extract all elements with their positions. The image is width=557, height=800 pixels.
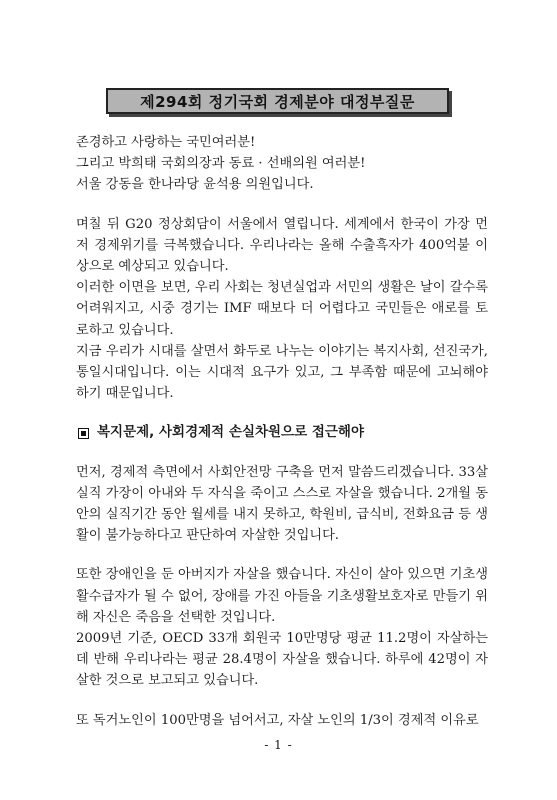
page-number: - 1 -: [264, 738, 293, 752]
body-paragraph: 또한 장애인을 둔 아버지가 자살을 했습니다. 자신이 살아 있으면 기초생활수급자가 될 수 없어, 장애를 가진 아들을 기초생활보호자로 만들기 위해 자신은 죽음을 선택한 것입니다.: [76, 567, 488, 625]
spacer: [76, 546, 488, 564]
section-heading-text: 복지문제, 사회경제적 손실차원으로 접근해야: [97, 424, 365, 441]
spacer: [76, 444, 488, 462]
greeting-line: 존경하고 사랑하는 국민여러분!: [76, 135, 256, 150]
section-heading: [76, 422, 488, 443]
spacer: [76, 692, 488, 710]
spacer: [76, 404, 488, 422]
greeting-line: 그리고 박희태 국회의장과 동료 · 선배의원 여러분!: [76, 156, 366, 172]
body-paragraph: 또 독거노인이 100만명을 넘어서고, 자살 노인의 1/3이 경제적 이유로: [76, 712, 479, 728]
intro-paragraph: 며칠 뒤 G20 정상회담이 서울에서 열립니다. 세계에서 한국이 가장 먼저 경제위기를 극복했습니다. 우리나라는 올해 수출흑자가 400억불 이상으로 예상되고 있습니다.: [76, 216, 488, 275]
intro-paragraph: 지금 우리가 시대를 살면서 화두로 나누는 이야기는 복지사회, 선진국가, 통일시대입니다. 이는 시대적 요구가 있고, 그 부족함 때문에 고뇌해야 하기 때문입니다.: [76, 343, 488, 402]
spacer: [76, 196, 488, 214]
square-bullet-icon: [78, 428, 89, 439]
body-paragraph: 2009년 기준, OECD 33개 회원국 10만명당 평균 11.2명이 자살하는데 반해 우리나라는 평균 28.4명이 자살을 했습니다. 하루에 42명이 자살한 것으로 보고되고 있습니다.: [76, 631, 488, 689]
intro-paragraph: 이러한 이면을 보면, 우리 사회는 청년실업과 서민의 생활은 날이 갈수록 어려워지고, 시중 경기는 IMF 때보다 더 어렵다고 국민들은 애로를 토로하고 있습니다.: [76, 280, 488, 338]
document-title: 제294회 정기국회 경제분야 대정부질문: [106, 88, 449, 114]
body-paragraph: 먼저, 경제적 측면에서 사회안전망 구축을 먼저 말씀드리겠습니다. 33살 실직 가장이 아내와 두 자식을 죽이고 스스로 자살을 했습니다. 2개월 동안의 실직기간 동안 월세를 내지 못하고, 학원비, 급식비, 전화요금 등 생활이 불가능하다고 판단하여 자살한 것입니다.: [76, 464, 488, 544]
greeting-line: 서울 강동을 한나라당 윤석용 의원입니다.: [76, 177, 314, 193]
document-body: [76, 132, 488, 731]
